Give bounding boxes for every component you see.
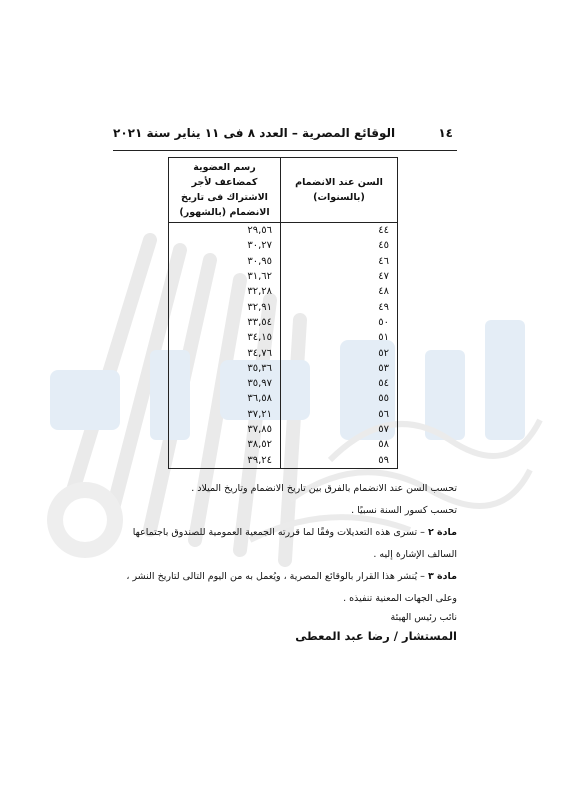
page-header: [113, 124, 453, 142]
decree-body: [113, 478, 457, 610]
cell-age: ٥٣: [281, 361, 398, 376]
cell-fee: ٣٥,٩٧: [169, 376, 281, 391]
cell-age: ٤٧: [281, 269, 398, 284]
table-row: [169, 223, 398, 239]
cell-fee: ٣٣,٥٤: [169, 315, 281, 330]
signature-block: [113, 612, 457, 643]
cell-fee: ٣٦,٥٨: [169, 391, 281, 406]
note-year-fractions: تحسب كسور السنة نسبيًا .: [351, 505, 457, 516]
table-row: [169, 269, 398, 284]
cell-age: ٥١: [281, 330, 398, 345]
cell-fee: ٣٥,٣٦: [169, 361, 281, 376]
cell-age: ٥٤: [281, 376, 398, 391]
table-row: [169, 422, 398, 437]
table-row: [169, 284, 398, 299]
article-2-label: مادة ٢: [427, 527, 457, 538]
cell-age: ٥٨: [281, 437, 398, 452]
table-row: [169, 330, 398, 345]
table-row: [169, 437, 398, 452]
table-row: [169, 315, 398, 330]
table-row: [169, 376, 398, 391]
cell-age: ٤٩: [281, 299, 398, 314]
note-age-calculation: تحسب السن عند الانضمام بالفرق بين تاريخ الانضمام وتاريخ الميلاد .: [191, 483, 457, 494]
article-3-label: مادة ٣: [427, 571, 457, 582]
cell-age: ٤٦: [281, 254, 398, 269]
cell-age: ٥٢: [281, 345, 398, 360]
cell-fee: ٣٨,٥٢: [169, 437, 281, 452]
column-header-fee: رسم العضوية كمضاعف لأجر الاشتراك فى تاريخ الانضمام (بالشهور): [169, 158, 281, 223]
table-row: [169, 452, 398, 468]
signatory-name: المستشار / رضا عبد المعطى: [295, 629, 457, 643]
article-3-text: – يُنشر هذا القرار بالوقائع المصرية ، ويُعمل به من اليوم التالى لتاريخ النشر ، وعلى الجهات المعنية تنفيذه .: [126, 571, 457, 604]
cell-age: ٤٨: [281, 284, 398, 299]
cell-age: ٤٤: [281, 223, 398, 239]
cell-age: ٥٦: [281, 407, 398, 422]
signatory-role: نائب رئيس الهيئة: [390, 612, 457, 623]
article-3: [113, 566, 457, 610]
cell-fee: ٣٠,٩٥: [169, 254, 281, 269]
table-row: [169, 407, 398, 422]
cell-age: ٥٥: [281, 391, 398, 406]
cell-fee: ٣٤,٧٦: [169, 345, 281, 360]
cell-fee: ٣٩,٢٤: [169, 452, 281, 468]
table-row: [169, 238, 398, 253]
publication-title: الوقائع المصرية – العدد ٨ فى ١١ يناير سنة ٢٠٢١: [113, 126, 396, 140]
cell-fee: ٣٤,١٥: [169, 330, 281, 345]
membership-fee-table: [168, 157, 398, 469]
cell-age: ٥٧: [281, 422, 398, 437]
cell-fee: ٣٢,٩١: [169, 299, 281, 314]
table-row: [169, 254, 398, 269]
column-header-age: السن عند الانضمام (بالسنوات): [281, 158, 398, 223]
article-2-text: – تسرى هذه التعديلات وفقًا لما قررته الجمعية العمومية للصندوق باجتماعها السالف الإشارة إليه .: [132, 527, 457, 560]
cell-fee: ٢٩,٥٦: [169, 223, 281, 239]
cell-age: ٤٥: [281, 238, 398, 253]
cell-fee: ٣١,٦٢: [169, 269, 281, 284]
page-number: ١٤: [438, 126, 453, 140]
table-row: [169, 391, 398, 406]
cell-fee: ٣٠,٢٧: [169, 238, 281, 253]
article-2: [113, 522, 457, 566]
table-row: [169, 299, 398, 314]
table-header-row: [169, 158, 398, 223]
cell-age: ٥٩: [281, 452, 398, 468]
header-divider: [113, 150, 457, 151]
cell-fee: ٣٧,٢١: [169, 407, 281, 422]
table-row: [169, 345, 398, 360]
cell-fee: ٣٧,٨٥: [169, 422, 281, 437]
table-row: [169, 361, 398, 376]
cell-fee: ٣٢,٢٨: [169, 284, 281, 299]
cell-age: ٥٠: [281, 315, 398, 330]
